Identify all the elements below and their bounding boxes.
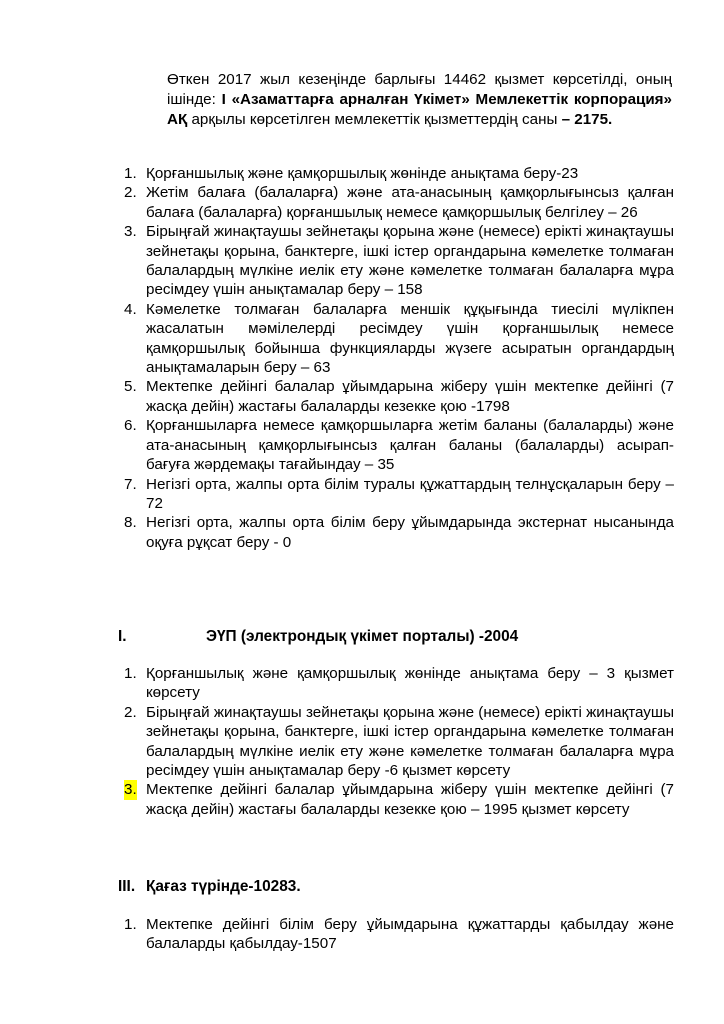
list-item-text: Негізгі орта, жалпы орта білім туралы құжаттардың телнұсқаларын беру – 72 (146, 475, 674, 512)
intro-text-part1: Өткен 2017 жыл кезеңінде барлығы 14462 қызмет көрсетілді, оның ішінде: (167, 71, 672, 108)
list-item (118, 183, 674, 222)
list-item (118, 780, 674, 819)
intro-paragraph (167, 70, 672, 130)
list-item-number-highlighted: 3. (124, 781, 137, 799)
section2-numeral: I. (118, 628, 127, 645)
section3-list (118, 915, 674, 954)
list-item (118, 377, 674, 416)
list-item (118, 300, 674, 378)
list-item-text: Кәмелетке толмаған балаларға меншік құқығында тиесілі мүлікпен жасалатын мәмілелерді ресімдеу үшін қорғаншылық немесе қамқоршылық бойынша функцияларды жүзеге асыратын органдардың анықтамаларын беру – 63 (146, 300, 674, 377)
list-item-number: 2. (124, 703, 137, 721)
list-item (118, 475, 674, 514)
list-item-text: Бірыңғай жинақтаушы зейнетақы қорына және (немесе) ерікті жинақтаушы зейнетақы қорына, банктерге, ішкі істер органдарына кәмелетке толмаған балалардың мүлкіне иелік ету және кәмелетке толмаған балаларға мұра ресімдеу үшін анықтамалар беру – 158 (146, 223, 674, 299)
list-item-text: Мектепке дейінгі балалар ұйымдарына жіберу үшін мектепке дейінгі (7 жасқа дейін) жастағы балаларды кезекке қою -1798 (146, 378, 674, 415)
list-item-number: 1. (124, 665, 137, 682)
section2-heading: ЭҮП (электрондық үкімет порталы) -2004 (206, 628, 519, 645)
list-item-text: Қорғаншылық және қамқоршылық жөнінде анықтама беру – 3 қызмет көрсету (146, 665, 674, 702)
list-item-number: 3. (124, 223, 137, 241)
list-item-number: 1. (124, 916, 137, 933)
section2-list (118, 664, 674, 819)
list-item (118, 703, 674, 781)
list-item (118, 915, 674, 954)
section3-numeral: III. (118, 878, 136, 895)
section1-list (118, 164, 674, 552)
list-item (118, 664, 674, 703)
list-item-number: 8. (124, 514, 137, 532)
list-item-text: Жетім балаға (балаларға) және ата-анасының қамқорлығынсыз қалған балаға (балаларға) қорғаншылық немесе қамқоршылық белгілеу – 26 (146, 184, 674, 221)
list-item-number: 7. (124, 475, 137, 493)
intro-text-part2: арқылы көрсетілген мемлекеттік қызметтердің саны (187, 111, 562, 128)
list-item-number: 6. (124, 417, 137, 435)
list-item-text: Негізгі орта, жалпы орта білім беру ұйымдарында экстернат нысанында оқуға рұқсат беру - 0 (146, 514, 674, 551)
list-item (118, 164, 674, 183)
list-item-number: 5. (124, 378, 137, 396)
list-item (118, 416, 674, 474)
section3-heading: Қағаз түрінде-10283. (146, 878, 301, 895)
list-item-number: 1. (124, 165, 137, 182)
list-item-text: Қорғаншылық және қамқоршылық жөнінде анықтама беру-23 (146, 165, 579, 182)
list-item-text: Мектепке дейінгі білім беру ұйымдарына құжаттарды қабылдау және балаларды қабылдау-1507 (146, 916, 674, 953)
list-item-text: Мектепке дейінгі балалар ұйымдарына жіберу үшін мектепке дейінгі (7 жасқа дейін) жастағы балаларды кезекке қою – 1995 қызмет көрсету (146, 781, 674, 818)
list-item-text: Бірыңғай жинақтаушы зейнетақы қорына және (немесе) ерікті жинақтаушы зейнетақы қорына, банктерге, ішкі істер органдарына кәмелетке толмаған балалардың мүлкіне иелік ету және кәмелетке толмаған балаларға мұра ресімдеу үшін анықтамалар беру -6 қызмет көрсету (146, 703, 674, 780)
intro-bold-corporation: І «Азаматтарға арналған Үкімет» Мемлекеттік корпорация» АҚ (167, 91, 672, 128)
list-item (118, 513, 674, 552)
list-item-number: 2. (124, 184, 137, 202)
list-item-number: 4. (124, 300, 137, 318)
intro-bold-total: – 2175. (561, 111, 613, 128)
list-item (118, 222, 674, 300)
list-item-text: Қорғаншыларға немесе қамқоршыларға жетім баланы (балаларды) және ата-анасының қамқорлығынсыз қалған баланы (балаларды) асырап-бағуға жәрдемақы тағайындау – 35 (146, 417, 674, 474)
